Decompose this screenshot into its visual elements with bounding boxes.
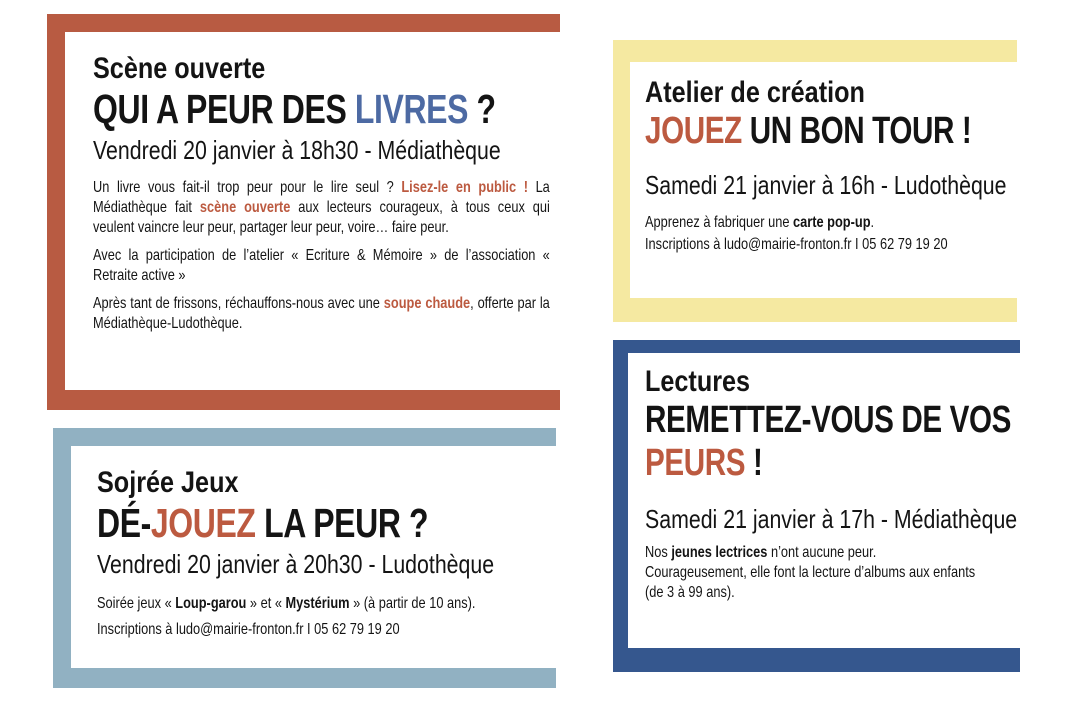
text-segment: Nos bbox=[645, 544, 672, 561]
card-body bbox=[645, 543, 997, 603]
card-title bbox=[645, 110, 972, 153]
card-lectures bbox=[613, 340, 1020, 672]
title-segment: UN BON TOUR ! bbox=[741, 110, 972, 152]
card-atelier-creation bbox=[613, 40, 1017, 322]
title-highlight: JOUEZ bbox=[645, 110, 742, 152]
bold-text: Mystérium bbox=[285, 595, 350, 612]
card-body bbox=[93, 178, 550, 334]
text-segment: La Médiathèque fait bbox=[93, 179, 550, 216]
body-paragraph bbox=[645, 563, 997, 603]
text-segment: Avec la participation de l’atelier « Ecriture & Mémoire » de l’association « Retraite active » bbox=[93, 247, 550, 284]
highlight-text: soupe chaude bbox=[383, 295, 471, 312]
event-datetime: Vendredi 20 janvier à 18h30 - Médiathèque bbox=[93, 135, 501, 165]
event-datetime: Vendredi 20 janvier à 20h30 - Ludothèque bbox=[97, 549, 495, 579]
card-kicker: Atelier de création bbox=[645, 76, 865, 109]
title-segment: ? bbox=[468, 86, 496, 132]
card-inner-panel bbox=[630, 62, 1017, 298]
body-paragraph bbox=[93, 246, 550, 286]
text-segment: » (à partir de 10 ans). bbox=[349, 595, 476, 612]
text-segment: Un livre vous fait-il trop peur pour le lire seul ? bbox=[93, 179, 402, 196]
text-segment: . bbox=[870, 214, 875, 231]
text-segment: Soirée jeux « bbox=[97, 595, 176, 612]
event-datetime: Samedi 21 janvier à 16h - Ludothèque bbox=[645, 170, 1007, 200]
title-segment: DÉ- bbox=[97, 500, 151, 546]
text-segment: Apprenez à fabriquer une bbox=[645, 214, 794, 231]
text-segment: n’ont aucune peur. bbox=[767, 544, 877, 561]
body-paragraph bbox=[645, 543, 997, 563]
title-highlight: JOUEZ bbox=[150, 500, 256, 546]
title-highlight: PEURS bbox=[645, 442, 746, 484]
text-segment: aux lecteurs courageux, à tous ceux qui veulent vaincre leur peur, partager leur peur, voire… faire peur. bbox=[93, 199, 550, 236]
title-segment: REMETTEZ-VOUS DE VOS bbox=[645, 399, 1012, 441]
card-title bbox=[97, 500, 447, 546]
body-paragraph bbox=[645, 235, 1009, 255]
title-segment: QUI A PEUR DES bbox=[93, 86, 355, 132]
card-inner-panel bbox=[65, 32, 560, 390]
card-title bbox=[93, 86, 496, 132]
text-segment: , offerte par la Médiathèque-Ludothèque. bbox=[93, 295, 550, 332]
card-body bbox=[97, 594, 546, 640]
text-segment: Après tant de frissons, réchauffons-nous avec une bbox=[93, 295, 384, 312]
card-soiree-jeux bbox=[53, 428, 556, 688]
card-inner-panel bbox=[628, 353, 1020, 648]
contact-email-phone: Inscriptions à ludo@mairie-fronton.fr I 05 62 79 19 20 bbox=[645, 236, 948, 253]
contact-email-phone: Inscriptions à ludo@mairie-fronton.fr I 05 62 79 19 20 bbox=[97, 621, 400, 638]
card-scene-ouverte bbox=[47, 14, 560, 410]
card-kicker: Sojrée Jeux bbox=[97, 466, 239, 499]
card-kicker: Lectures bbox=[645, 365, 751, 398]
bold-text: carte pop-up bbox=[793, 214, 871, 231]
highlight-text: Lisez-le en public ! bbox=[401, 179, 528, 196]
body-paragraph bbox=[97, 594, 546, 614]
body-paragraph bbox=[645, 213, 1009, 233]
card-kicker: Scène ouverte bbox=[93, 52, 266, 85]
text-segment: » et « bbox=[246, 595, 286, 612]
bold-text: Loup-garou bbox=[175, 595, 247, 612]
body-paragraph bbox=[97, 620, 546, 640]
text-segment: Courageusement, elle font la lecture d’albums aux enfants (de 3 à 99 ans). bbox=[645, 564, 976, 601]
body-paragraph bbox=[93, 294, 550, 334]
card-title bbox=[645, 399, 1012, 485]
title-segment: ! bbox=[745, 442, 763, 484]
highlight-text: scène ouverte bbox=[199, 199, 291, 216]
title-highlight: LIVRES bbox=[354, 86, 469, 132]
card-inner-panel bbox=[71, 446, 556, 668]
event-datetime: Samedi 21 janvier à 17h - Médiathèque bbox=[645, 504, 1018, 534]
body-paragraph bbox=[93, 178, 550, 238]
card-body bbox=[645, 213, 1009, 255]
title-segment: LA PEUR ? bbox=[255, 500, 429, 546]
bold-text: jeunes lectrices bbox=[671, 544, 768, 561]
